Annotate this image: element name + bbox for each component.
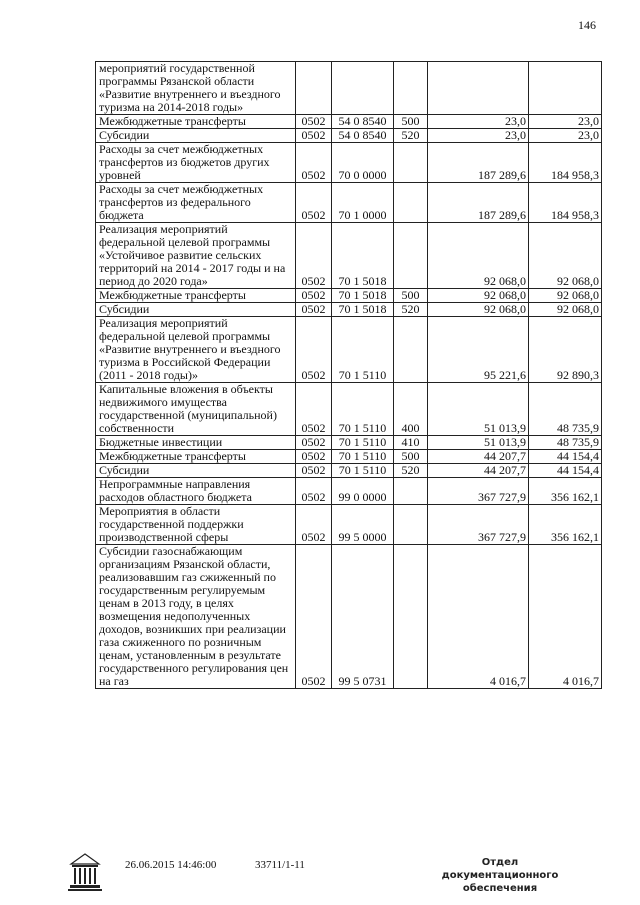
row-expense-type [394,545,428,689]
row-expense-type: 410 [394,436,428,450]
row-name: Бюджетные инвестиции [96,436,296,450]
row-name: Субсидии [96,303,296,317]
footer-datetime: 26.06.2015 14:46:00 [125,859,217,871]
row-expense-type: 500 [394,450,428,464]
row-amount-1: 367 727,9 [428,505,529,545]
footer-doc-code: 33711/1-11 [255,859,305,871]
building-emblem-icon [68,852,102,892]
row-section-code: 0502 [296,129,332,143]
row-amount-2: 48 735,9 [529,436,602,450]
row-name: Субсидии газоснабжающим организациям Рязанской области, реализовавшим газ сжиженный по государственным регулируемым ценам в 2013 году, в целях возмещения недополученных доходов, возникших при реализации газа сжиженного по розничным ценам, установленным в результате государственного регулирования цен на газ [96,545,296,689]
row-expense-type [394,183,428,223]
row-amount-2: 44 154,4 [529,450,602,464]
row-expense-type [394,505,428,545]
row-section-code: 0502 [296,450,332,464]
row-name: Непрограммные направления расходов областного бюджета [96,478,296,505]
table-row [96,464,602,478]
row-amount-2: 4 016,7 [529,545,602,689]
row-amount-1: 51 013,9 [428,383,529,436]
row-expense-type: 520 [394,303,428,317]
row-section-code: 0502 [296,464,332,478]
row-amount-1: 92 068,0 [428,303,529,317]
row-section-code: 0502 [296,289,332,303]
row-target-article: 70 1 0000 [332,183,394,223]
row-expense-type: 520 [394,129,428,143]
row-amount-1: 95 221,6 [428,317,529,383]
row-amount-1: 23,0 [428,129,529,143]
row-section-code: 0502 [296,317,332,383]
row-amount-1: 23,0 [428,115,529,129]
row-name: Мероприятия в области государственной поддержки производственной сферы [96,505,296,545]
row-amount-2: 356 162,1 [529,478,602,505]
row-name: Межбюджетные трансферты [96,450,296,464]
table-row [96,183,602,223]
row-section-code: 0502 [296,223,332,289]
row-name: мероприятий государственной программы Рязанской области «Развитие внутреннего и въездного туризма на 2014-2018 годы» [96,62,296,115]
table-row [96,223,602,289]
row-amount-1: 367 727,9 [428,478,529,505]
row-expense-type [394,223,428,289]
row-name: Субсидии [96,129,296,143]
row-amount-2: 184 958,3 [529,183,602,223]
row-amount-1: 187 289,6 [428,143,529,183]
row-expense-type: 520 [394,464,428,478]
row-amount-1: 92 068,0 [428,223,529,289]
budget-table [95,61,602,689]
row-section-code: 0502 [296,383,332,436]
row-expense-type: 500 [394,289,428,303]
table-row [96,289,602,303]
budget-table-body [96,62,602,689]
row-section-code: 0502 [296,505,332,545]
row-section-code: 0502 [296,478,332,505]
row-expense-type [394,62,428,115]
table-row [96,383,602,436]
row-amount-1: 44 207,7 [428,450,529,464]
row-name: Расходы за счет межбюджетных трансфертов из бюджетов других уровней [96,143,296,183]
table-row [96,505,602,545]
row-target-article: 70 1 5110 [332,464,394,478]
department-stamp [425,856,575,895]
row-target-article: 54 0 8540 [332,115,394,129]
row-name: Расходы за счет межбюджетных трансфертов из федерального бюджета [96,183,296,223]
row-target-article: 54 0 8540 [332,129,394,143]
table-row [96,317,602,383]
row-amount-1 [428,62,529,115]
row-section-code: 0502 [296,115,332,129]
row-target-article: 99 5 0731 [332,545,394,689]
row-name: Межбюджетные трансферты [96,115,296,129]
row-name: Капитальные вложения в объекты недвижимого имущества государственной (муниципальной) собственности [96,383,296,436]
row-target-article: 70 0 0000 [332,143,394,183]
row-amount-2: 92 890,3 [529,317,602,383]
page-number: 146 [578,18,596,32]
row-amount-1: 51 013,9 [428,436,529,450]
table-row [96,115,602,129]
row-section-code: 0502 [296,183,332,223]
row-name: Межбюджетные трансферты [96,289,296,303]
row-amount-1: 4 016,7 [428,545,529,689]
row-name: Реализация мероприятий федеральной целевой программы «Устойчивое развитие сельских территорий на 2014 - 2017 годы и на период до 2020 года» [96,223,296,289]
row-expense-type: 400 [394,383,428,436]
table-row [96,478,602,505]
row-section-code: 0502 [296,436,332,450]
row-target-article: 99 5 0000 [332,505,394,545]
table-row [96,436,602,450]
stamp-line-1: Отдел документационного [441,857,559,881]
table-row [96,450,602,464]
row-target-article: 70 1 5110 [332,436,394,450]
stamp-line-2: обеспечения [462,883,538,894]
row-name: Субсидии [96,464,296,478]
row-target-article: 70 1 5018 [332,289,394,303]
table-row [96,62,602,115]
row-target-article: 70 1 5110 [332,383,394,436]
row-amount-2: 92 068,0 [529,223,602,289]
table-row [96,129,602,143]
row-amount-2: 23,0 [529,129,602,143]
row-section-code [296,62,332,115]
row-expense-type [394,317,428,383]
row-amount-2 [529,62,602,115]
row-target-article [332,62,394,115]
row-section-code: 0502 [296,143,332,183]
row-amount-2: 356 162,1 [529,505,602,545]
row-target-article: 70 1 5018 [332,303,394,317]
row-target-article: 70 1 5110 [332,450,394,464]
row-expense-type [394,143,428,183]
table-row [96,545,602,689]
row-amount-2: 92 068,0 [529,303,602,317]
row-amount-1: 92 068,0 [428,289,529,303]
row-target-article: 99 0 0000 [332,478,394,505]
table-row [96,303,602,317]
row-expense-type: 500 [394,115,428,129]
row-amount-2: 23,0 [529,115,602,129]
table-row [96,143,602,183]
row-target-article: 70 1 5110 [332,317,394,383]
row-amount-2: 92 068,0 [529,289,602,303]
row-target-article: 70 1 5018 [332,223,394,289]
row-expense-type [394,478,428,505]
row-amount-1: 187 289,6 [428,183,529,223]
row-amount-1: 44 207,7 [428,464,529,478]
row-name: Реализация мероприятий федеральной целевой программы «Развитие внутреннего и въездного туризма в Российской Федерации (2011 - 2018 годы)» [96,317,296,383]
row-amount-2: 184 958,3 [529,143,602,183]
row-section-code: 0502 [296,303,332,317]
row-section-code: 0502 [296,545,332,689]
row-amount-2: 44 154,4 [529,464,602,478]
row-amount-2: 48 735,9 [529,383,602,436]
